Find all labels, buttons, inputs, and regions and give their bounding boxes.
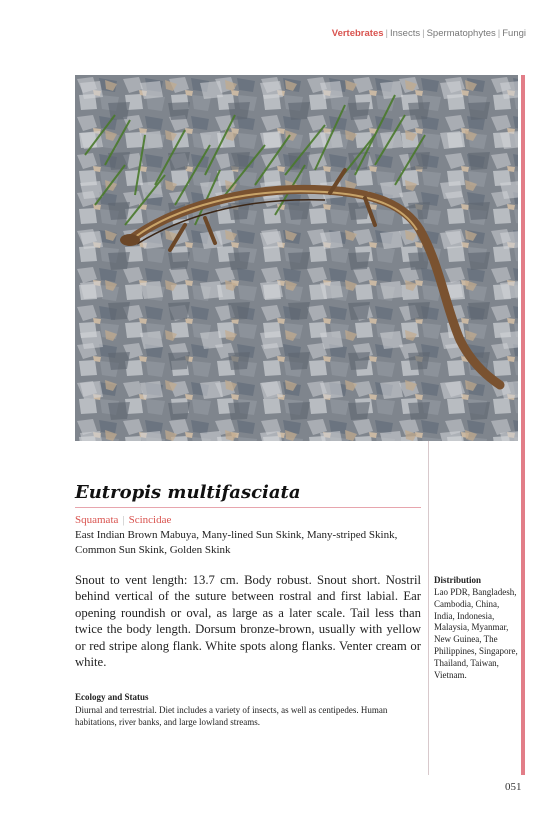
nav-item-spermatophytes[interactable]: Spermatophytes bbox=[426, 28, 496, 39]
ecology-heading: Ecology and Status bbox=[75, 692, 149, 702]
nav-item-insects[interactable]: Insects bbox=[390, 28, 421, 39]
taxonomy-line bbox=[75, 514, 171, 526]
nav-separator: | bbox=[385, 28, 388, 39]
common-names: East Indian Brown Mabuya, Many-lined Sun Skink, Many-striped Skink, Common Sun Skink, Golden Skink bbox=[75, 529, 398, 556]
taxonomy-family: Scincidae bbox=[128, 514, 172, 526]
species-photo bbox=[75, 75, 518, 441]
accent-bar bbox=[521, 75, 525, 775]
title-divider bbox=[75, 507, 421, 508]
nav-separator: | bbox=[497, 28, 501, 39]
page-number: 051 bbox=[505, 781, 522, 793]
nav-item-fungi[interactable]: Fungi bbox=[502, 28, 526, 39]
species-title: Eutropis multifasciata bbox=[75, 482, 301, 503]
skink-on-gravel-image bbox=[75, 75, 518, 441]
ecology-text: Diurnal and terrestrial. Diet includes a variety of insects, as well as centipedes. Human habitations, river banks, and large lowland streams. bbox=[75, 705, 388, 727]
taxonomy-separator: | bbox=[122, 514, 125, 526]
category-nav bbox=[332, 28, 526, 39]
distribution-heading: Distribution bbox=[434, 575, 482, 585]
nav-separator: | bbox=[422, 28, 425, 39]
nav-item-vertebrates[interactable]: Vertebrates bbox=[331, 28, 384, 39]
distribution-text: Lao PDR, Bangladesh, Cambodia, China, India, Indonesia, Malaysia, Myanmar, New Guinea, The Philippines, Singapore, Thailand, Taiwan, Vietnam. bbox=[434, 587, 518, 680]
species-description: Snout to vent length: 13.7 cm. Body robust. Snout short. Nostril behind vertical of the suture between rostral and first labial. Ear opening roundish or oval, as large as a later scale. Tail less than twice the body length. Dorsum bronze-brown, usually with yellow or red stripe along flank. White spots along flanks. Venter cream or white. bbox=[75, 573, 421, 670]
sidebar-divider bbox=[428, 441, 429, 775]
taxonomy-order: Squamata bbox=[75, 514, 119, 526]
